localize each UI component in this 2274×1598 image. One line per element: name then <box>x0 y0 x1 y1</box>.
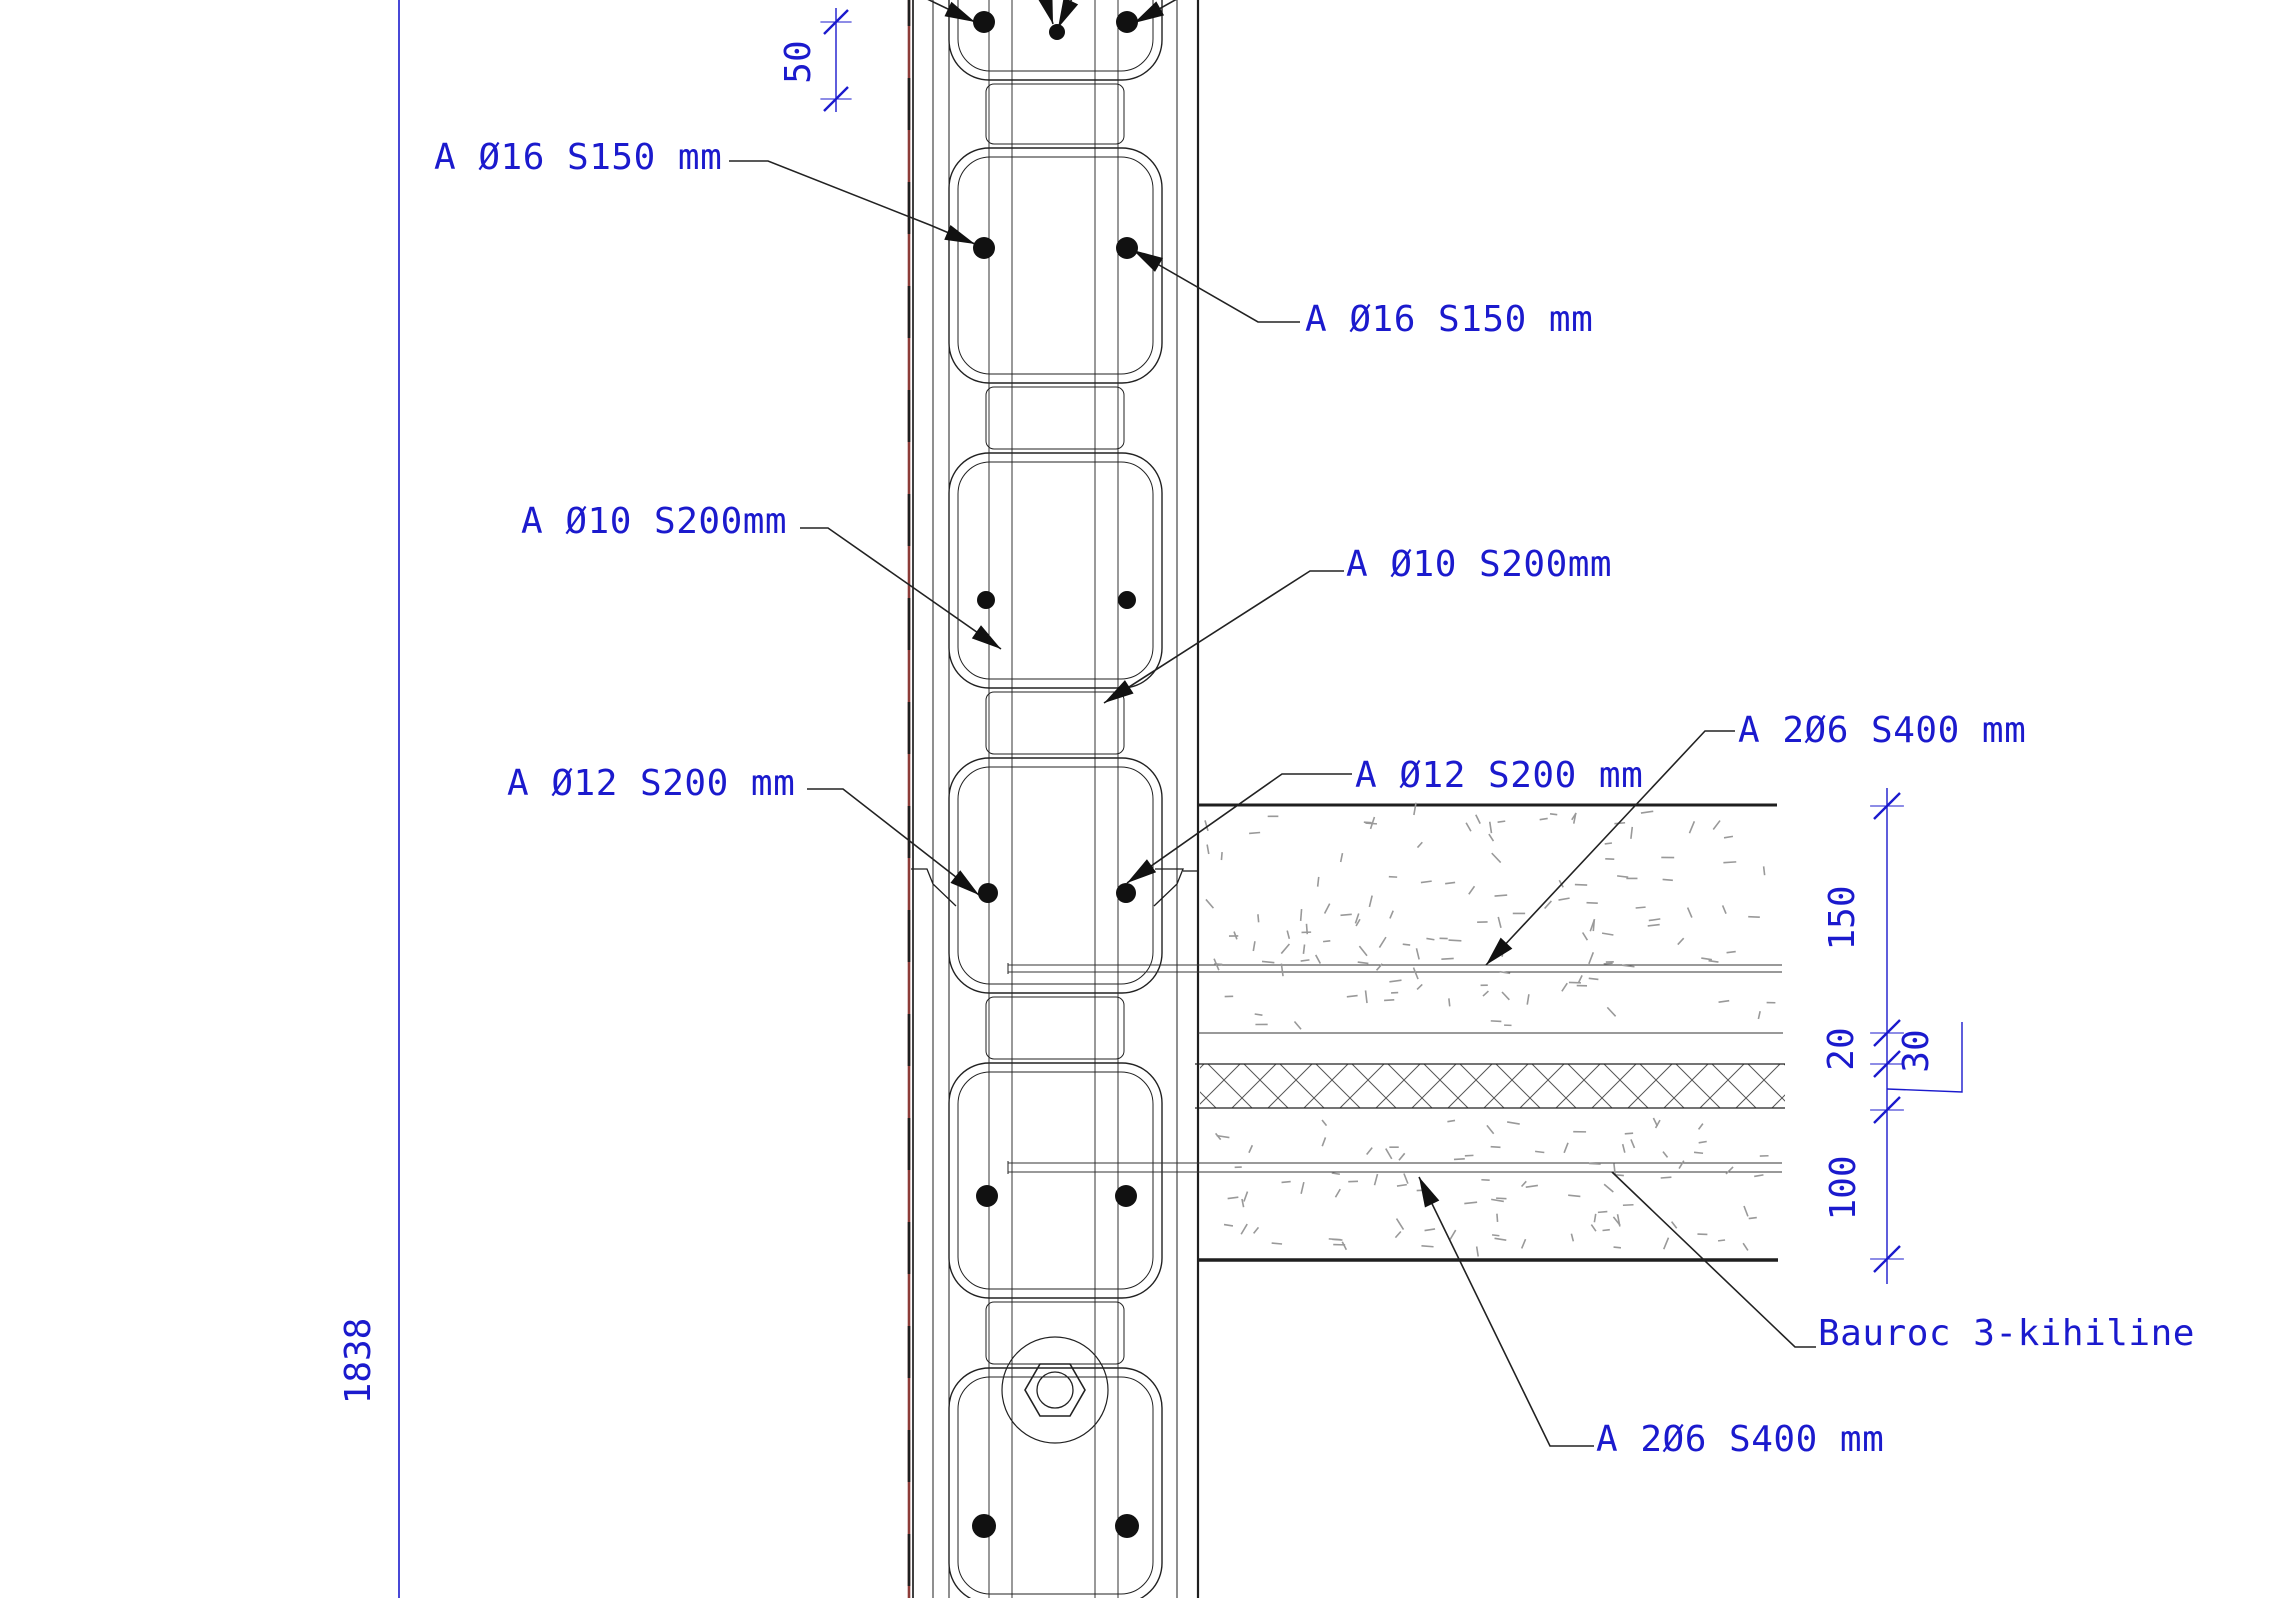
dim-text-50: 50 <box>778 40 820 84</box>
label-rebar-o10-left: A Ø10 S200mm <box>521 501 788 542</box>
dim-text-1838: 1838 <box>338 1317 380 1405</box>
label-rebar-o16-left: A Ø16 S150 mm <box>434 137 723 178</box>
label-material-bauroc: Bauroc 3-kihiline <box>1818 1313 2195 1354</box>
label-rebar-o12-right: A Ø12 S200 mm <box>1355 755 1644 796</box>
label-rebar-2o6-bottom: A 2Ø6 S400 mm <box>1596 1419 1885 1460</box>
dim-text-30: 30 <box>1896 1029 1938 1073</box>
dim-text-100: 100 <box>1823 1155 1865 1221</box>
label-rebar-2o6-top: A 2Ø6 S400 mm <box>1738 710 2027 751</box>
label-rebar-o16-right: A Ø16 S150 mm <box>1305 299 1594 340</box>
label-rebar-o10-right: A Ø10 S200mm <box>1346 544 1613 585</box>
dim-text-150: 150 <box>1822 885 1864 951</box>
label-rebar-o12-left: A Ø12 S200 mm <box>507 763 796 804</box>
dim-text-20: 20 <box>1821 1027 1863 1071</box>
